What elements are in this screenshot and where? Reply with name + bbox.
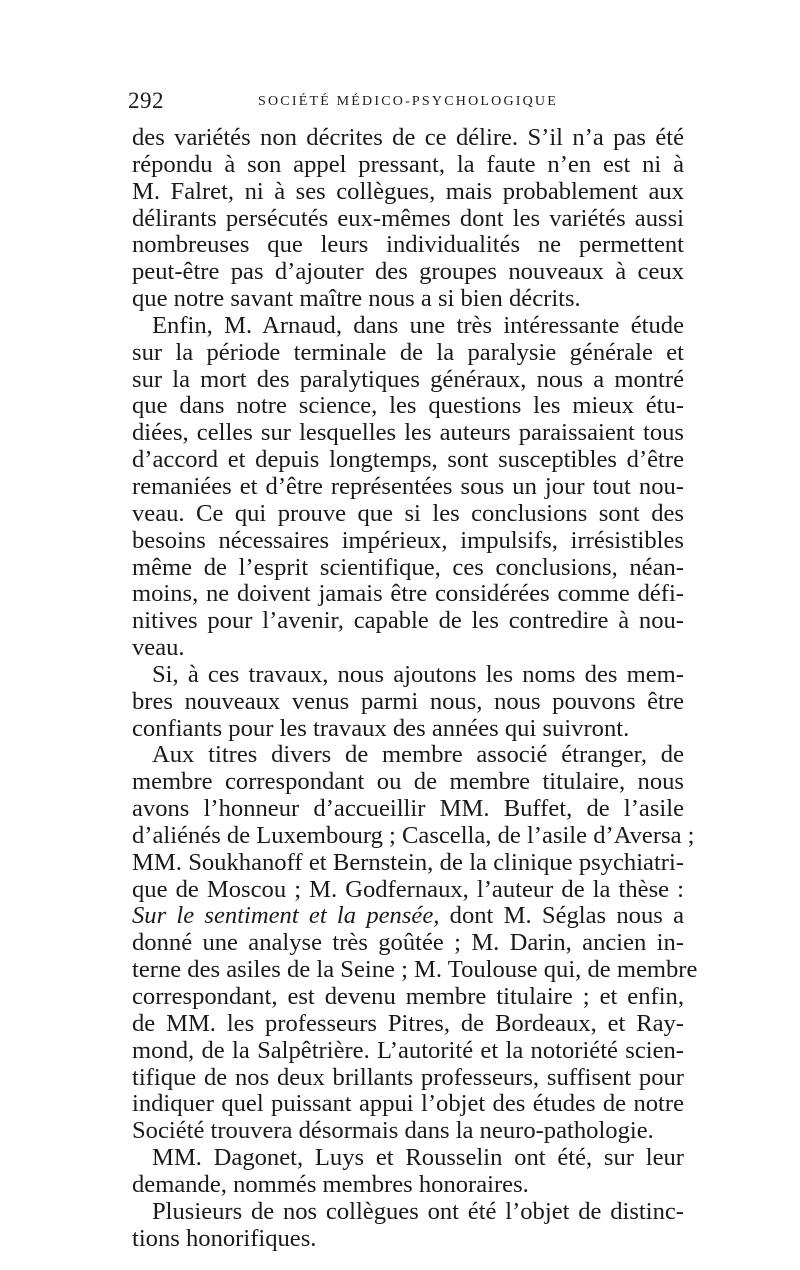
page-number: 292 — [128, 88, 164, 113]
text-line — [132, 232, 684, 259]
running-head: SOCIÉTÉ MÉDICO-PSYCHOLOGIQUE — [258, 94, 558, 109]
line-text: Enfin, M. Arnaud, dans une très intéressante étude — [152, 311, 684, 339]
line-text: Plusieurs de nos collègues ont été l’objet de distinc- — [152, 1197, 684, 1225]
text-line — [132, 742, 684, 769]
text-line — [132, 581, 684, 608]
line-text: nombreuses que leurs individualités ne permettent — [132, 231, 684, 259]
line-text: moins, ne doivent jamais être considérées comme défi- — [132, 580, 684, 608]
text-line — [132, 821, 695, 850]
text-line — [132, 956, 698, 984]
line-text: besoins nécessaires impérieux, impulsifs, irrésistibles — [132, 526, 684, 554]
text-line — [132, 1038, 684, 1065]
text-line — [132, 1091, 684, 1118]
line-text: délirants persécutés eux-mêmes dont les variétés aussi — [132, 204, 684, 232]
line-text: que de Moscou ; M. Godfernaux, l’auteur de la thèse : — [132, 875, 684, 903]
text-line — [132, 313, 684, 340]
text-line — [132, 689, 684, 716]
text-line — [132, 420, 684, 447]
text-line — [132, 608, 684, 635]
text-line — [132, 125, 684, 152]
text-line — [132, 1065, 684, 1092]
line-text: même de l’esprit scientifique, ces conclusions, néan- — [132, 553, 684, 581]
line-text: membre correspondant ou de membre titulaire, nous — [132, 768, 684, 796]
line-text: indiquer quel puissant appui l’objet des études de notre — [132, 1090, 684, 1118]
text-line — [132, 769, 684, 796]
page-header — [128, 88, 683, 118]
text-line — [132, 796, 684, 823]
line-text: sur la mort des paralytiques généraux, nous a montré — [132, 365, 684, 393]
line-text: demande, nommés membres honoraires. — [132, 1170, 529, 1198]
line-text: peut-être pas d’ajouter des groupes nouveaux à ceux — [132, 258, 684, 286]
line-text: tions honorifiques. — [132, 1224, 317, 1252]
line-text: veau. — [132, 634, 185, 662]
line-text: veau. Ce qui prouve que si les conclusions sont des — [132, 499, 684, 527]
line-text: Si, à ces travaux, nous ajoutons les noms des mem- — [152, 660, 684, 688]
text-line — [132, 367, 684, 394]
text-line — [132, 1145, 684, 1172]
line-text: répondu à son appel pressant, la faute n’en est ni à — [132, 150, 684, 178]
line-text: diées, celles sur lesquelles les auteurs paraissaient tous — [132, 419, 684, 447]
text-line — [132, 555, 684, 582]
text-line — [132, 662, 684, 689]
text-line — [132, 259, 684, 286]
text-line — [132, 393, 684, 420]
text-line — [132, 1172, 684, 1199]
line-text: d’accord et depuis longtemps, sont susceptibles d’être — [132, 446, 684, 474]
line-text: MM. Soukhanoff et Bernstein, de la clinique psychiatri- — [132, 848, 684, 876]
line-text: bres nouveaux venus parmi nous, nous pouvons être — [132, 687, 684, 715]
text-line — [132, 877, 684, 904]
line-text: MM. Dagonet, Luys et Rousselin ont été, sur leur — [152, 1144, 684, 1172]
text-line — [132, 1226, 684, 1253]
line-text: avons l’honneur d’accueillir MM. Buffet, de l’asile — [132, 795, 684, 823]
text-line — [132, 206, 684, 233]
text-line — [132, 340, 684, 367]
text-line — [132, 1118, 684, 1145]
line-text: nitives pour l’avenir, capable de les contredire à nou- — [132, 607, 684, 635]
text-line — [132, 286, 684, 313]
line-text: tifique de nos deux brillants professeurs, suffisent pour — [132, 1063, 684, 1091]
line-text: que notre savant maître nous a si bien décrits. — [132, 285, 581, 313]
line-text: mond, de la Salpêtrière. L’autorité et la notoriété scien- — [132, 1036, 684, 1064]
line-text: remaniées et d’être représentées sous un jour tout nou- — [132, 472, 684, 500]
text-line — [132, 984, 684, 1011]
line-text: que dans notre science, les questions les mieux étu- — [132, 392, 684, 420]
text-line — [132, 1199, 684, 1226]
line-text: de MM. les professeurs Pitres, de Bordeaux, et Ray- — [132, 1009, 684, 1037]
body-text — [132, 124, 698, 1252]
text-line — [132, 1011, 684, 1038]
line-text: confiants pour les travaux des années qui suivront. — [132, 714, 630, 742]
line-text: sur la période terminale de la paralysie générale et — [132, 338, 684, 366]
text-line — [132, 152, 684, 179]
italic-title: Sur le sentiment et la pensée, — [132, 902, 440, 930]
text-line — [132, 903, 684, 930]
line-text: Société trouvera désormais dans la neuro-pathologie. — [132, 1117, 654, 1145]
line-text: d’aliénés de Luxembourg ; Cascella, de l’asile d’Aversa ; — [132, 821, 695, 849]
line-text: M. Falret, ni à ses collègues, mais probablement aux — [132, 177, 684, 205]
line-text: dont M. Séglas nous a — [439, 902, 684, 930]
text-line — [132, 179, 684, 206]
line-text: correspondant, est devenu membre titulaire ; et enfin, — [132, 983, 684, 1010]
text-line — [132, 850, 684, 877]
line-text: terne des asiles de la Seine ; M. Toulouse qui, de membre — [132, 956, 698, 984]
line-text: Aux titres divers de membre associé étranger, de — [152, 741, 684, 769]
text-line — [132, 501, 684, 528]
text-line — [132, 716, 684, 743]
text-line — [132, 930, 684, 957]
text-line — [132, 447, 684, 474]
text-line — [132, 635, 684, 662]
text-line — [132, 474, 684, 501]
text-line — [132, 528, 684, 555]
line-text: des variétés non décrites de ce délire. S’il n’a pas été — [132, 124, 684, 151]
line-text: donné une analyse très goûtée ; M. Darin, ancien in- — [132, 929, 684, 957]
